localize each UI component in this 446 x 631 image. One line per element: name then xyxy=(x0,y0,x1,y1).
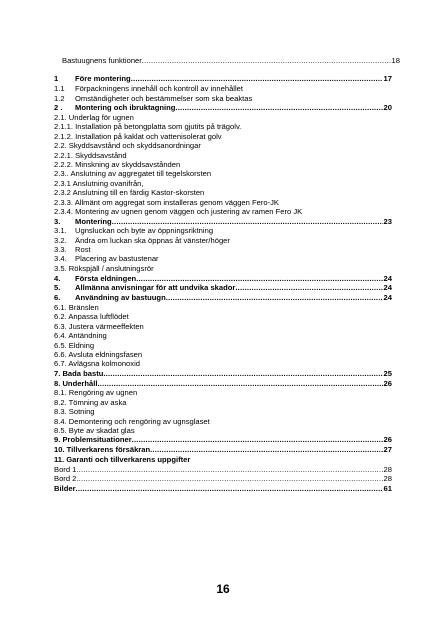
toc-entry-title: Montering xyxy=(75,217,112,226)
toc-entry-number: 1 xyxy=(54,74,59,83)
toc-entry-number: 3.1. xyxy=(54,226,67,235)
toc-entry-number: 3.4. xyxy=(54,254,67,263)
toc-entry-page: 28 xyxy=(383,465,392,474)
toc-entry-number: 3. xyxy=(54,217,61,226)
toc-entry-title: 7. Bada bastu xyxy=(54,369,104,378)
toc-entry-title: 2.1.2. Installation på kaklat och vattenisolerat golv xyxy=(54,132,222,141)
toc-entry xyxy=(54,483,392,494)
toc-entry-title: 6.1. Bränslen xyxy=(54,303,99,312)
toc-entry-page: 61 xyxy=(383,484,392,493)
toc-entry-title: 2.2.2. Minskning av skyddsavstånden xyxy=(54,160,181,169)
toc-entry-title: Bord 1 xyxy=(54,465,77,474)
toc-entry-number: 3.3. xyxy=(54,245,67,254)
toc-dot-leader xyxy=(76,483,383,494)
toc-entry-page: 24 xyxy=(383,283,392,292)
toc-entry-number: 6. xyxy=(54,293,61,302)
toc-entry-title: Ändra om luckan ska öppnas åt vänster/höger xyxy=(75,236,230,245)
toc-entry-number: 1.1 xyxy=(54,84,65,93)
toc-entry-title: 2.3.2 Anslutning till en färdig Kastor-skorsten xyxy=(54,188,205,197)
toc-entry-title: 6.3. Justera värmeeffekten xyxy=(54,322,144,331)
toc-entry-title: Förpackningens innehåll och kontroll av innehållet xyxy=(75,84,244,93)
toc-entry-number: 1.2 xyxy=(54,94,65,103)
toc-entry-title: 2.2.1. Skyddsavstånd xyxy=(54,151,127,160)
toc-entry-title: 6.7. Avlägsna kolmonoxid xyxy=(54,359,140,368)
toc-entry-page: 18 xyxy=(391,56,400,65)
toc-entry-title: Första eldningen xyxy=(75,274,137,283)
toc-dot-leader xyxy=(142,55,391,66)
toc-entry-title: Allmänna anvisningar för att undvika skador xyxy=(75,283,236,292)
toc-entry-page: 28 xyxy=(383,474,392,483)
toc-entry-title: 8.1. Rengöring av ugnen xyxy=(54,388,138,397)
toc-entry-title: 2.1. Underlag för ugnen xyxy=(54,113,134,122)
toc-entry-title: 11. Garanti och tillverkarens uppgifter xyxy=(54,455,191,464)
toc-entry-title: Rost xyxy=(75,245,91,254)
toc-entry-title: 8.4. Demontering och rengöring av ugnsglaset xyxy=(54,417,210,426)
toc-entry-title: Före montering xyxy=(75,74,131,83)
toc-entry-number: 3.2. xyxy=(54,236,67,245)
toc-entry-number: 5. xyxy=(54,283,61,292)
toc-entry-page: 24 xyxy=(383,293,392,302)
toc-entry-page: 25 xyxy=(383,369,392,378)
toc-entry-title: 2.1.1. Installation på betongplatta som gjutits på trägolv. xyxy=(54,122,242,131)
toc-entry-title: 2.3.1 Anslutning ovanifrån, xyxy=(54,179,144,188)
toc-entry-title: 2.3.. Anslutning av aggregatet till tegelskorsten xyxy=(54,169,212,178)
toc-entry-title: 2.3.4. Montering av ugnen genom väggen och justering av ramen Fero JK xyxy=(54,207,303,216)
toc-entry-page: 27 xyxy=(383,445,392,454)
toc-entry-title: 8. Underhåll xyxy=(54,379,98,388)
toc-entry-number: 2 . xyxy=(54,103,63,112)
toc-entry-title: 9. Problemsituationer xyxy=(54,435,132,444)
toc-entry-title: 8.3. Sotning xyxy=(54,407,95,416)
toc-entry-title: 2.3.3. Allmänt om aggregat som installeras genom väggen Fero-JK xyxy=(54,198,279,207)
toc-entry-title: Montering och ibruktagning xyxy=(75,103,176,112)
toc-entry-title: Bastuugnens funktioner xyxy=(62,56,142,65)
toc-entry-number: 4. xyxy=(54,274,61,283)
toc-entry-title: Bord 2 xyxy=(54,474,77,483)
toc-entry-page: 24 xyxy=(383,274,392,283)
toc-entry-title: 2.2. Skyddsavstånd och skyddsanordningar xyxy=(54,141,201,150)
toc-entry-title: 3.5. Rökspjäll / anslutningsrör xyxy=(54,264,154,273)
toc-entry-title: 8.5. Byte av skadat glas xyxy=(54,426,135,435)
toc-entry-title: 6.6. Avsluta eldningsfasen xyxy=(54,350,143,359)
toc-entry-page: 26 xyxy=(383,379,392,388)
page-number: 16 xyxy=(216,582,230,596)
toc-entry-page: 20 xyxy=(383,103,392,112)
toc-entry-page: 26 xyxy=(383,435,392,444)
toc-entry-title: 10. Tillverkarens försäkran xyxy=(54,445,151,454)
toc-entry-title: Placering av bastustenar xyxy=(75,254,159,263)
toc-entry xyxy=(62,55,400,66)
toc-entry-title: Omständigheter och bestämmelser som ska beaktas xyxy=(75,94,253,103)
toc-entry-title: 6.2. Anpassa luftflödet xyxy=(54,312,129,321)
toc-entry-title: 6.4. Antändning xyxy=(54,331,107,340)
toc-entry-title: Bilder xyxy=(54,484,76,493)
toc-entry-title: 6.5. Eldning xyxy=(54,341,95,350)
toc-entry-page: 17 xyxy=(383,74,392,83)
toc-entry-page: 23 xyxy=(383,217,392,226)
toc-entry-title: Användning av bastuugn xyxy=(75,293,166,302)
toc-entry-title: 8.2. Tömning av aska xyxy=(54,398,127,407)
toc-entry-title: Ugnsluckan och byte av öppningsriktning xyxy=(75,226,214,235)
